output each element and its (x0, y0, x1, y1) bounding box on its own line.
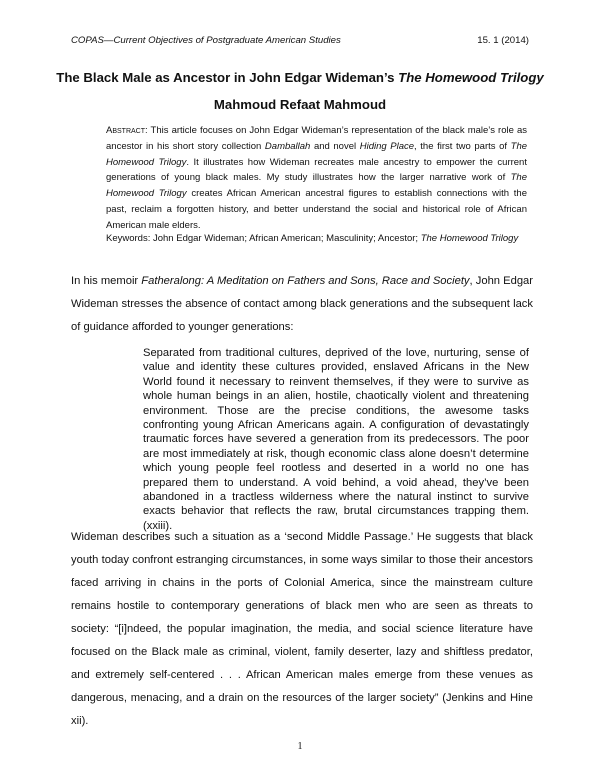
issue-number: 15. 1 (2014) (477, 35, 529, 46)
title-text: The Black Male as Ancestor in John Edgar Wideman’s (56, 70, 399, 85)
author-name: Mahmoud Refaat Mahmoud (213, 97, 387, 112)
abstract-text: and novel (310, 140, 360, 152)
running-header (71, 35, 529, 46)
title-italic: The Homewood Trilogy (398, 70, 544, 85)
journal-title: COPAS—Current Objectives of Postgraduate American Studies (71, 35, 341, 46)
abstract-text: . It illustrates how Wideman recreates male ancestry to empower the current generations of young black males. My study illustrates how the larger narrative work of (106, 156, 527, 184)
paragraph-text: In his memoir (71, 275, 142, 287)
abstract (106, 123, 527, 234)
abstract-italic: Hiding Place (359, 140, 415, 152)
paragraph-text: , John Edgar Wideman stresses the absence of contact among black generations and the subsequent lack of guidance afforded to younger generations: (71, 275, 533, 333)
abstract-italic: The Homewood Trilogy (106, 172, 527, 200)
keywords-italic: The Homewood Trilogy (420, 233, 519, 244)
keywords (106, 233, 527, 244)
keywords-text: Keywords: John Edgar Wideman; African American; Masculinity; Ancestor; (106, 233, 421, 244)
article-title (40, 70, 560, 85)
abstract-text: : This article focuses on John Edgar Wideman’s representation of the black male’s role as ancestor in his short story collection (106, 125, 527, 152)
abstract-italic: Damballah (264, 140, 311, 152)
abstract-italic: The Homewood Trilogy (106, 140, 528, 168)
body-paragraph: Wideman describes such a situation as a ‘second Middle Passage.’ He suggests that black youth today confront estranging circumstances, in some ways similar to those their ancestors faced arriving in chains in the ports of Colonial America, since the mainstream culture remains hostile to contemporary generations of black men who are seen as threats to society: “[i]ndeed, the popular imagination, the media, and social science literature have focused on the Black male as criminal, violent, family deserter, lazy and shiftless predator, and extremely self-centered . . . African American males emerge from these venues as dangerous, menacing, and a drain on the resources of the larger society” (Jenkins and Hine xii). (71, 531, 533, 727)
book-title: Fatheralong: A Meditation on Fathers and Sons, Race and Society (141, 275, 470, 287)
abstract-label: Abstract (106, 125, 146, 136)
page-number: 1 (297, 741, 303, 752)
block-quote: Separated from traditional cultures, deprived of the love, nurturing, sense of value and identity these cultures provided, enslaved Africans in the New World found it necessary to reinvent themselves, if they were to survive as whole human beings in an alien, hostile, chaotically violent and threatening environment. Those are the precise conditions, the awesome tasks confronting young African Americans again. A configuration of devastatingly traumatic forces have severed a generation from its predecessors. The poor are most immediately at risk, though economic class alone doesn’t determine which young people feel rootless and deserted in a world no one has prepared them to understand. A void behind, a void ahead, they’ve been abandoned in a tractless wilderness where the natural instinct to survive exacts behavior that reflects the raw, brutal circumstances trapping them. (xxiii). (143, 347, 529, 532)
abstract-text: , the first two parts of (414, 140, 511, 152)
abstract-text: creates African American ancestral figures to establish connections with the past, reclaim a forgotten history, and better understand the social and historical role of African American male elders. (106, 188, 527, 231)
body-paragraph (71, 270, 533, 339)
